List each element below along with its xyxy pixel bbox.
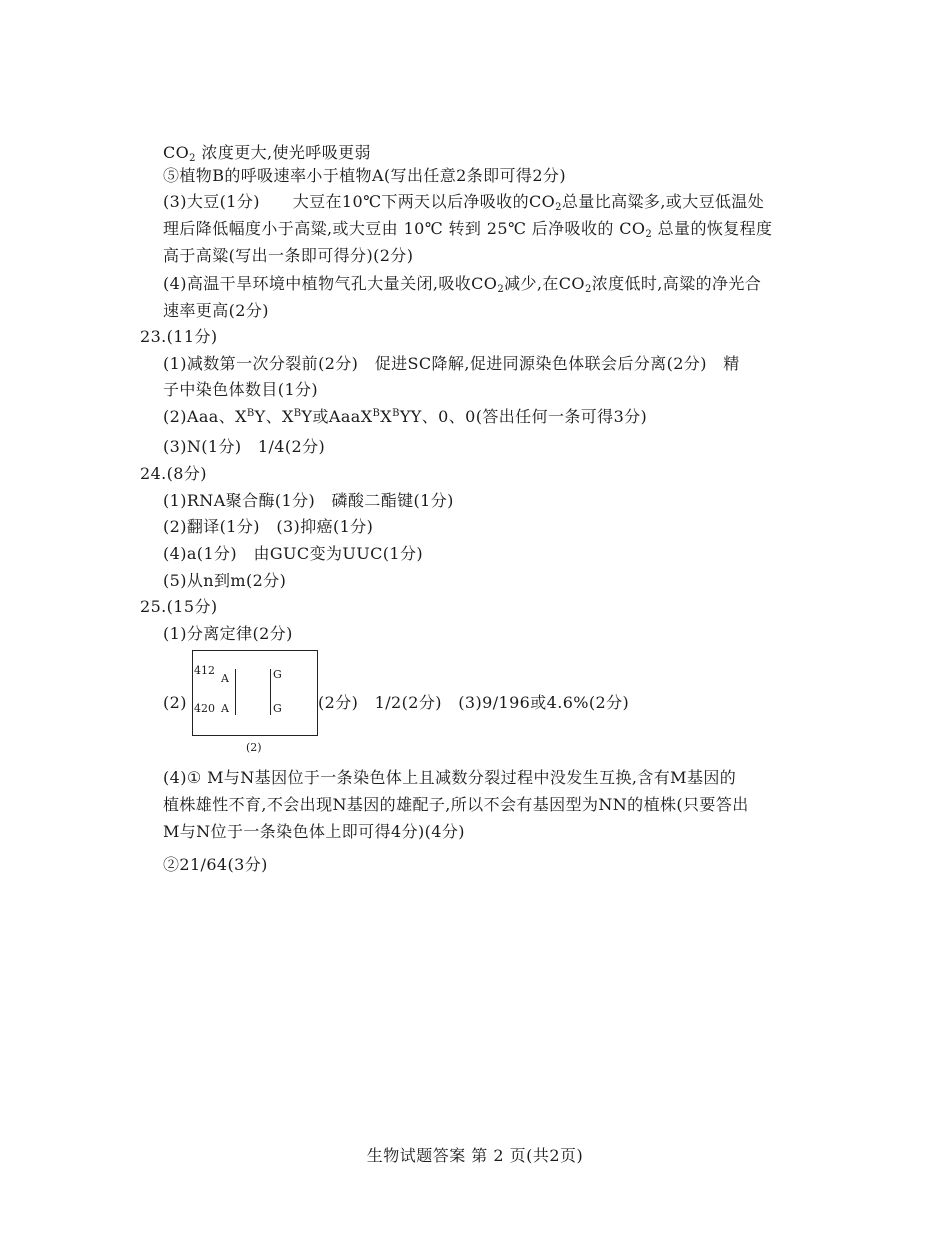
text-line: (1)减数第一次分裂前(2分) 促进SC降解,促进同源染色体联会后分离(2分) 精 — [163, 354, 740, 373]
text-line-prefix: (2) — [163, 693, 187, 712]
text-line: ②21/64(3分) — [163, 855, 268, 874]
chromosome-line-right — [270, 669, 271, 715]
text-line: (2)Aaa、$X^BY$、$X^BY$或$AaaX^BX^BYY$、0、0(答出任何一条可得3分) — [163, 407, 648, 426]
text-line: M与N位于一条染色体上即可得4分)(4分) — [163, 822, 465, 841]
text-line: (3)大豆(1分) 大豆在10℃下两天以后净吸收的$CO_2$总量比高粱多,或大豆低温处 — [163, 192, 765, 213]
text-line: ⑤植物B的呼吸速率小于植物A(写出任意2条即可得2分) — [163, 166, 566, 185]
question-heading: 23.(11分) — [140, 327, 218, 346]
figure-label-412: 412 — [194, 664, 215, 677]
chromosome-line-left — [235, 669, 236, 715]
question-heading: 25.(15分) — [140, 597, 218, 616]
text-line: 理后降低幅度小于高粱,或大豆由 10℃ 转到 25℃ 后净吸收的 $CO_2$ 总量的恢复程度 — [163, 219, 773, 240]
figure-caption: (2) — [246, 741, 262, 754]
text-line: (1)分离定律(2分) — [163, 624, 293, 643]
allele-label: A — [221, 672, 229, 685]
page-footer: 生物试题答案 第 2 页(共2页) — [366, 1146, 584, 1165]
question-heading: 24.(8分) — [140, 464, 207, 483]
text-line: (3)N(1分) 1/4(2分) — [163, 437, 326, 456]
text-line: 子中染色体数目(1分) — [163, 380, 319, 399]
text-line-suffix: (2分) 1/2(2分) (3)9/196或4.6%(2分) — [318, 693, 630, 712]
text-line: (1)RNA聚合酶(1分) 磷酸二酯键(1分) — [163, 491, 454, 510]
text-line: $CO_2$ 浓度更大,使光呼吸更弱 — [163, 143, 371, 164]
figure-label-420: 420 — [194, 702, 215, 715]
text-line: (4)高温干旱环境中植物气孔大量关闭,吸收$CO_2$减少,在$CO_2$浓度低时,高粱的净光合 — [163, 274, 762, 295]
text-line: 高于高粱(写出一条即可得分)(2分) — [163, 246, 414, 265]
text-line: 速率更高(2分) — [163, 301, 269, 320]
text-line: (2)翻译(1分) (3)抑癌(1分) — [163, 517, 374, 536]
text-line: (4)① M与N基因位于一条染色体上且减数分裂过程中没发生互换,含有M基因的 — [163, 768, 737, 787]
text-line: (5)从n到m(2分) — [163, 571, 287, 590]
allele-label: G — [273, 668, 282, 681]
text-line: (4)a(1分) 由GUC变为UUC(1分) — [163, 544, 424, 563]
allele-label: G — [273, 702, 282, 715]
text-line: 植株雄性不育,不会出现N基因的雄配子,所以不会有基因型为NN的植株(只要答出 — [163, 795, 749, 814]
allele-label: A — [221, 702, 229, 715]
chromosome-figure — [192, 650, 318, 736]
